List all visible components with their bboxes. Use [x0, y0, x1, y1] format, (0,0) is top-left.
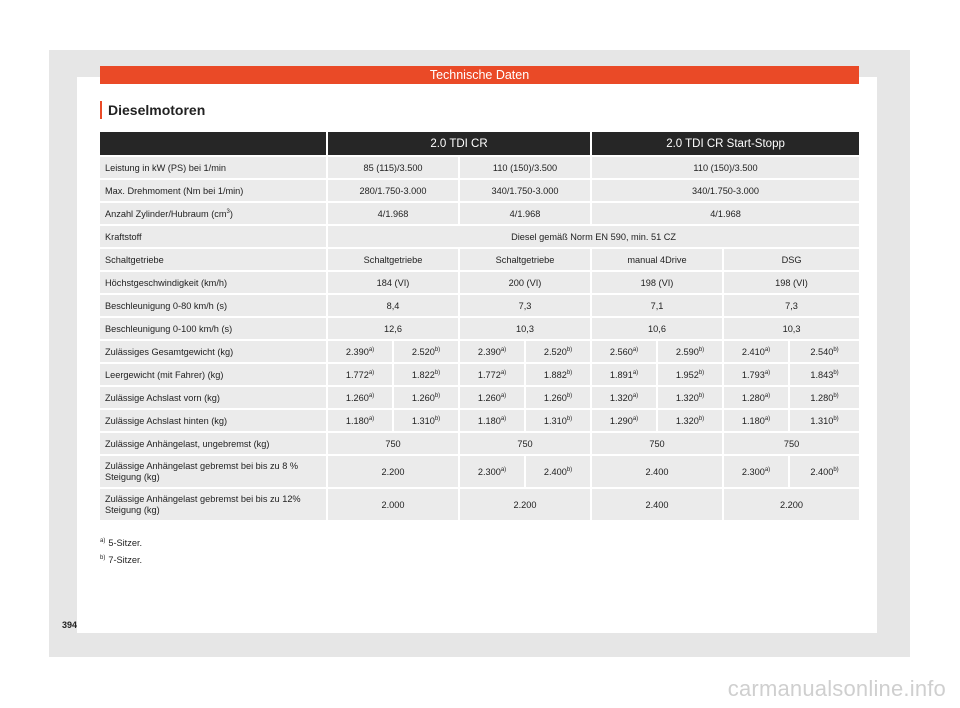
- footnote-a: [100, 538, 142, 548]
- table-cell: 10,3: [722, 318, 859, 339]
- row-label: Zulässiges Gesamtgewicht (kg): [100, 341, 326, 362]
- table-cell: [392, 364, 458, 385]
- table-cell: [788, 364, 859, 385]
- table-cell: 12,6: [326, 318, 458, 339]
- table-cell: [326, 341, 392, 362]
- cell-value: 1.290: [609, 415, 633, 426]
- cell-value: 1.772: [345, 369, 369, 380]
- row-label: Max. Drehmoment (Nm bei 1/min): [100, 180, 326, 201]
- table-cell: 340/1.750-3.000: [458, 180, 590, 201]
- footnote-text: 7-Sitzer.: [108, 555, 143, 565]
- footnote-mark: b): [566, 346, 573, 353]
- table-row: [100, 249, 859, 270]
- table-cell: 7,3: [722, 295, 859, 316]
- footnote-mark: b): [434, 369, 441, 376]
- row-label: Beschleunigung 0-100 km/h (s): [100, 318, 326, 339]
- table-cell: [788, 341, 859, 362]
- footnote-mark: a): [632, 392, 639, 399]
- cell-value: 2.300: [741, 466, 765, 477]
- page-number: 394: [62, 620, 78, 630]
- row-label-text: ): [229, 208, 233, 219]
- table-cell: [722, 456, 788, 487]
- table-cell: [590, 364, 656, 385]
- table-cell: [722, 364, 788, 385]
- table-cell: 110 (150)/3.500: [458, 157, 590, 178]
- table-cell: [524, 341, 590, 362]
- table-cell: [458, 341, 524, 362]
- table-row: [100, 203, 859, 224]
- cell-value: 1.260: [345, 392, 369, 403]
- footnote-text: 5-Sitzer.: [108, 538, 143, 548]
- table-header-row: [100, 132, 859, 155]
- watermark: carmanualsonline.info: [727, 676, 946, 701]
- table-cell: [656, 387, 722, 408]
- footnote-mark: a): [764, 346, 771, 353]
- footnote-mark: b): [833, 392, 839, 399]
- table-cell: 184 (VI): [326, 272, 458, 293]
- footnote-mark: a): [764, 415, 771, 422]
- header-blank-cell: [100, 132, 326, 155]
- table-cell: manual 4Drive: [590, 249, 722, 270]
- footnote-mark: a): [368, 392, 375, 399]
- footnote-b: [100, 555, 142, 565]
- column-header: 2.0 TDI CR: [326, 132, 590, 155]
- footnote-mark: a): [368, 369, 375, 376]
- cell-value: 1.180: [345, 415, 369, 426]
- footnote-mark: b): [833, 346, 839, 353]
- cell-value: 1.310: [411, 415, 435, 426]
- table-cell: Diesel gemäß Norm EN 590, min. 51 CZ: [326, 226, 859, 247]
- table-cell: [458, 387, 524, 408]
- footnote-mark: a): [500, 466, 507, 473]
- row-label: Zulässige Achslast hinten (kg): [100, 410, 326, 431]
- footnote-mark: b): [434, 346, 441, 353]
- table-cell: [392, 387, 458, 408]
- footnote-mark: b): [698, 415, 705, 422]
- footnote-mark: b): [698, 392, 705, 399]
- table-row: [100, 272, 859, 293]
- table-cell: 750: [458, 433, 590, 454]
- cell-value: 1.310: [810, 415, 834, 426]
- table-cell: 4/1.968: [458, 203, 590, 224]
- table-row: [100, 456, 859, 487]
- footnote-mark: a): [500, 392, 507, 399]
- footnote-mark: b): [698, 369, 705, 376]
- table-cell: 2.200: [458, 489, 590, 520]
- cell-value: 2.410: [741, 346, 765, 357]
- table-cell: [326, 387, 392, 408]
- cell-value: 1.260: [477, 392, 501, 403]
- cell-value: 2.400: [810, 466, 834, 477]
- table-cell: 110 (150)/3.500: [590, 157, 859, 178]
- table-cell: 340/1.750-3.000: [590, 180, 859, 201]
- row-label: Zulässige Achslast vorn (kg): [100, 387, 326, 408]
- table-cell: [524, 410, 590, 431]
- footnote-mark: a): [764, 392, 771, 399]
- cell-value: 1.822: [411, 369, 435, 380]
- cell-value: 1.793: [741, 369, 765, 380]
- table-cell: Schaltgetriebe: [326, 249, 458, 270]
- section-title: Dieselmotoren: [108, 102, 206, 118]
- row-label: [100, 203, 326, 224]
- footnote-mark: b): [833, 415, 839, 422]
- table-cell: 10,3: [458, 318, 590, 339]
- table-cell: [524, 387, 590, 408]
- table-cell: DSG: [722, 249, 859, 270]
- table-cell: [524, 364, 590, 385]
- table-cell: 2.000: [326, 489, 458, 520]
- cell-value: 2.560: [609, 346, 633, 357]
- table-cell: 2.400: [590, 456, 722, 487]
- table-row: [100, 489, 859, 520]
- table-cell: [458, 364, 524, 385]
- table-cell: [326, 364, 392, 385]
- table-cell: 4/1.968: [326, 203, 458, 224]
- footnote-mark: b): [698, 346, 705, 353]
- footnote-mark: b): [566, 369, 573, 376]
- cell-value: 1.320: [675, 392, 699, 403]
- column-header: 2.0 TDI CR Start-Stopp: [590, 132, 859, 155]
- table-cell: [656, 364, 722, 385]
- table-row: [100, 157, 859, 178]
- table-cell: [458, 456, 524, 487]
- footnote-mark: a): [500, 369, 507, 376]
- cell-value: 1.180: [477, 415, 501, 426]
- table-row: [100, 341, 859, 362]
- row-label: Zulässige Anhängelast gebremst bei bis zu 12% Steigung (kg): [100, 489, 326, 520]
- table-cell: 2.200: [326, 456, 458, 487]
- footnote-mark: b): [566, 466, 573, 473]
- row-label: Höchstgeschwindigkeit (km/h): [100, 272, 326, 293]
- row-label: Zulässige Anhängelast gebremst bei bis zu 8 % Steigung (kg): [100, 456, 326, 487]
- table-cell: [656, 341, 722, 362]
- cell-value: 1.310: [543, 415, 567, 426]
- cell-value: 2.520: [411, 346, 435, 357]
- footnote-mark: a): [764, 369, 771, 376]
- cell-value: 2.400: [543, 466, 567, 477]
- footnote-mark: b): [434, 415, 441, 422]
- table-cell: 750: [722, 433, 859, 454]
- footnote-mark: a): [100, 537, 106, 544]
- chapter-header: Technische Daten: [100, 66, 859, 84]
- cell-value: 1.320: [675, 415, 699, 426]
- table-cell: Schaltgetriebe: [458, 249, 590, 270]
- table-row: [100, 180, 859, 201]
- footnote-mark: b): [566, 415, 573, 422]
- table-row: [100, 364, 859, 385]
- footnote-mark: a): [764, 466, 771, 473]
- table-cell: [590, 341, 656, 362]
- table-cell: 2.200: [722, 489, 859, 520]
- cell-value: 1.952: [675, 369, 699, 380]
- row-label: Beschleunigung 0-80 km/h (s): [100, 295, 326, 316]
- cell-value: 1.772: [477, 369, 501, 380]
- cell-value: 1.320: [609, 392, 633, 403]
- table-cell: 4/1.968: [590, 203, 859, 224]
- table-cell: 85 (115)/3.500: [326, 157, 458, 178]
- row-label: Schaltgetriebe: [100, 249, 326, 270]
- superscript: 3: [226, 208, 230, 215]
- footnote-mark: a): [368, 346, 375, 353]
- footnote-mark: a): [632, 415, 639, 422]
- footnote-mark: b): [566, 392, 573, 399]
- table-row: [100, 295, 859, 316]
- table-cell: [722, 410, 788, 431]
- table-row: [100, 226, 859, 247]
- table-cell: 198 (VI): [590, 272, 722, 293]
- footnote-mark: b): [434, 392, 441, 399]
- footnote-mark: a): [368, 415, 375, 422]
- cell-value: 1.260: [543, 392, 567, 403]
- table-cell: 2.400: [590, 489, 722, 520]
- table-cell: [788, 456, 859, 487]
- cell-value: 1.280: [741, 392, 765, 403]
- cell-value: 1.260: [411, 392, 435, 403]
- table-cell: [656, 410, 722, 431]
- table-row: [100, 387, 859, 408]
- table-cell: 198 (VI): [722, 272, 859, 293]
- table-cell: [524, 456, 590, 487]
- table-cell: [590, 410, 656, 431]
- table-cell: 200 (VI): [458, 272, 590, 293]
- footnote-mark: a): [500, 346, 507, 353]
- cell-value: 1.843: [810, 369, 834, 380]
- row-label: Leergewicht (mit Fahrer) (kg): [100, 364, 326, 385]
- diesel-spec-table: [100, 130, 859, 522]
- footnote-mark: a): [632, 346, 639, 353]
- cell-value: 2.300: [477, 466, 501, 477]
- table-cell: 10,6: [590, 318, 722, 339]
- footnote-mark: b): [833, 466, 839, 473]
- footnote-mark: b): [100, 554, 106, 561]
- footnote-mark: b): [833, 369, 839, 376]
- table-cell: 750: [326, 433, 458, 454]
- table-cell: [722, 387, 788, 408]
- table-cell: 7,3: [458, 295, 590, 316]
- row-label-text: Anzahl Zylinder/Hubraum (cm: [105, 208, 227, 219]
- cell-value: 2.590: [675, 346, 699, 357]
- section-accent: [100, 101, 102, 119]
- table-cell: [788, 410, 859, 431]
- table-cell: [392, 410, 458, 431]
- cell-value: 1.891: [609, 369, 633, 380]
- table-cell: [722, 341, 788, 362]
- table-cell: [590, 387, 656, 408]
- cell-value: 1.882: [543, 369, 567, 380]
- table-cell: 7,1: [590, 295, 722, 316]
- table-cell: 750: [590, 433, 722, 454]
- row-label: Leistung in kW (PS) bei 1/min: [100, 157, 326, 178]
- table-row: [100, 318, 859, 339]
- table-cell: [392, 341, 458, 362]
- cell-value: 2.540: [810, 346, 834, 357]
- table-cell: 280/1.750-3.000: [326, 180, 458, 201]
- table-row: [100, 410, 859, 431]
- row-label: Kraftstoff: [100, 226, 326, 247]
- table-cell: [326, 410, 392, 431]
- footnote-mark: a): [500, 415, 507, 422]
- table-cell: [788, 387, 859, 408]
- table-cell: [458, 410, 524, 431]
- cell-value: 2.390: [345, 346, 369, 357]
- row-label: Zulässige Anhängelast, ungebremst (kg): [100, 433, 326, 454]
- cell-value: 1.280: [810, 392, 834, 403]
- table-row: [100, 433, 859, 454]
- cell-value: 2.520: [543, 346, 567, 357]
- cell-value: 1.180: [741, 415, 765, 426]
- footnote-mark: a): [632, 369, 639, 376]
- table-cell: 8,4: [326, 295, 458, 316]
- cell-value: 2.390: [477, 346, 501, 357]
